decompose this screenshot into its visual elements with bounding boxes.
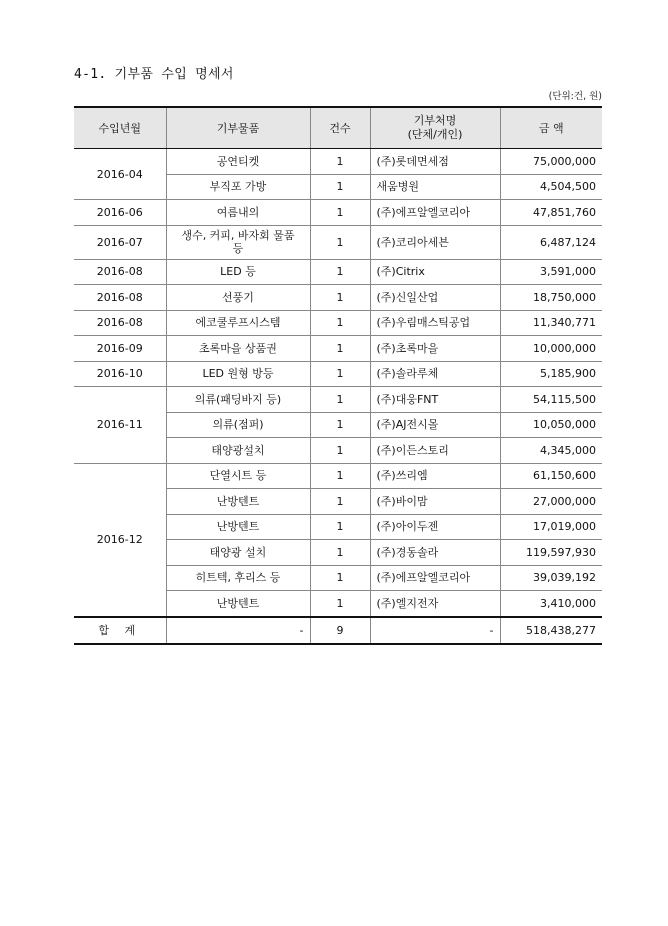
cell-amount: 3,591,000: [500, 259, 602, 285]
header-date: 수입년월: [74, 107, 166, 149]
cell-amount: 61,150,600: [500, 463, 602, 489]
unit-note: (단위:건, 원): [548, 91, 602, 102]
cell-donor: (주)초록마을: [370, 336, 500, 362]
table-row: [74, 336, 602, 362]
cell-amount: 6,487,124: [500, 225, 602, 259]
table-header-row: [74, 107, 602, 149]
header-item: 기부물품: [166, 107, 310, 149]
cell-item: 생수, 커피, 바자회 물품 등: [166, 225, 310, 259]
cell-item: 난방텐트: [166, 591, 310, 617]
cell-amount: 4,345,000: [500, 438, 602, 464]
total-item: -: [166, 617, 310, 644]
cell-count: 1: [310, 540, 370, 566]
cell-donor: (주)쓰리엠: [370, 463, 500, 489]
cell-amount: 11,340,771: [500, 310, 602, 336]
cell-count: 1: [310, 412, 370, 438]
donation-table: [74, 106, 602, 645]
cell-item: 여름내의: [166, 200, 310, 226]
cell-count: 1: [310, 565, 370, 591]
cell-item: LED 원형 방등: [166, 361, 310, 387]
cell-count: 1: [310, 387, 370, 413]
cell-amount: 17,019,000: [500, 514, 602, 540]
cell-count: 1: [310, 489, 370, 515]
cell-amount: 18,750,000: [500, 285, 602, 311]
table-row: [74, 285, 602, 311]
cell-count: 1: [310, 591, 370, 617]
cell-donor: (주)AJ전시몰: [370, 412, 500, 438]
table-row: [74, 200, 602, 226]
total-label: 합 계: [74, 617, 166, 644]
cell-count: 1: [310, 336, 370, 362]
cell-date: 2016-04: [74, 149, 166, 200]
cell-date: 2016-10: [74, 361, 166, 387]
cell-date: 2016-12: [74, 463, 166, 617]
cell-item: 태양광 설치: [166, 540, 310, 566]
cell-item: LED 등: [166, 259, 310, 285]
table-row: [74, 310, 602, 336]
table-row: [74, 387, 602, 413]
cell-count: 1: [310, 259, 370, 285]
cell-donor: (주)대웅FNT: [370, 387, 500, 413]
cell-item: 난방텐트: [166, 489, 310, 515]
cell-item: 태양광설치: [166, 438, 310, 464]
cell-donor: (주)에프알엘코리아: [370, 565, 500, 591]
total-amount: 518,438,277: [500, 617, 602, 644]
cell-date: 2016-08: [74, 259, 166, 285]
cell-amount: 3,410,000: [500, 591, 602, 617]
cell-item: 의류(패딩바지 등): [166, 387, 310, 413]
cell-count: 1: [310, 174, 370, 200]
cell-amount: 4,504,500: [500, 174, 602, 200]
cell-donor: (주)이든스토리: [370, 438, 500, 464]
cell-item: 히트텍, 후리스 등: [166, 565, 310, 591]
total-donor: -: [370, 617, 500, 644]
cell-amount: 10,050,000: [500, 412, 602, 438]
header-donor-line1: 기부처명: [413, 114, 457, 127]
cell-item: 단열시트 등: [166, 463, 310, 489]
cell-donor: (주)신일산업: [370, 285, 500, 311]
cell-date: 2016-11: [74, 387, 166, 464]
table-row: [74, 149, 602, 175]
page-title: 4-1. 기부품 수입 명세서: [74, 67, 234, 82]
cell-amount: 119,597,930: [500, 540, 602, 566]
cell-count: 1: [310, 225, 370, 259]
header-count: 건수: [310, 107, 370, 149]
cell-amount: 5,185,900: [500, 361, 602, 387]
cell-donor: (주)코리아세븐: [370, 225, 500, 259]
total-count: 9: [310, 617, 370, 644]
table-row: [74, 259, 602, 285]
cell-count: 1: [310, 438, 370, 464]
cell-amount: 39,039,192: [500, 565, 602, 591]
cell-amount: 75,000,000: [500, 149, 602, 175]
cell-donor: (주)경동솔라: [370, 540, 500, 566]
cell-date: 2016-06: [74, 200, 166, 226]
cell-count: 1: [310, 463, 370, 489]
cell-amount: 10,000,000: [500, 336, 602, 362]
cell-item: 선풍기: [166, 285, 310, 311]
cell-donor: (주)솔라루체: [370, 361, 500, 387]
cell-item: 난방텐트: [166, 514, 310, 540]
header-donor-line2: (단체/개인): [407, 128, 463, 141]
table-row: [74, 463, 602, 489]
total-row: [74, 617, 602, 644]
cell-date: 2016-07: [74, 225, 166, 259]
cell-item: 에코쿨루프시스템: [166, 310, 310, 336]
cell-amount: 54,115,500: [500, 387, 602, 413]
cell-count: 1: [310, 149, 370, 175]
cell-amount: 47,851,760: [500, 200, 602, 226]
cell-amount: 27,000,000: [500, 489, 602, 515]
cell-item: 공연티켓: [166, 149, 310, 175]
cell-item: 의류(점퍼): [166, 412, 310, 438]
cell-date: 2016-08: [74, 310, 166, 336]
cell-donor: (주)에프알엘코리아: [370, 200, 500, 226]
cell-item: 부직포 가방: [166, 174, 310, 200]
table-row: [74, 361, 602, 387]
cell-date: 2016-09: [74, 336, 166, 362]
cell-donor: (주)Citrix: [370, 259, 500, 285]
cell-donor: (주)우림매스틱공업: [370, 310, 500, 336]
table-row: [74, 225, 602, 259]
cell-count: 1: [310, 361, 370, 387]
header-donor: [370, 107, 500, 149]
cell-donor: (주)엘지전자: [370, 591, 500, 617]
cell-count: 1: [310, 514, 370, 540]
cell-count: 1: [310, 200, 370, 226]
cell-donor: (주)아이두젠: [370, 514, 500, 540]
cell-donor: 새움병원: [370, 174, 500, 200]
cell-item: 초록마을 상품권: [166, 336, 310, 362]
cell-donor: (주)롯데면세점: [370, 149, 500, 175]
cell-count: 1: [310, 285, 370, 311]
header-amount: 금 액: [500, 107, 602, 149]
cell-date: 2016-08: [74, 285, 166, 311]
cell-donor: (주)바이맘: [370, 489, 500, 515]
cell-count: 1: [310, 310, 370, 336]
